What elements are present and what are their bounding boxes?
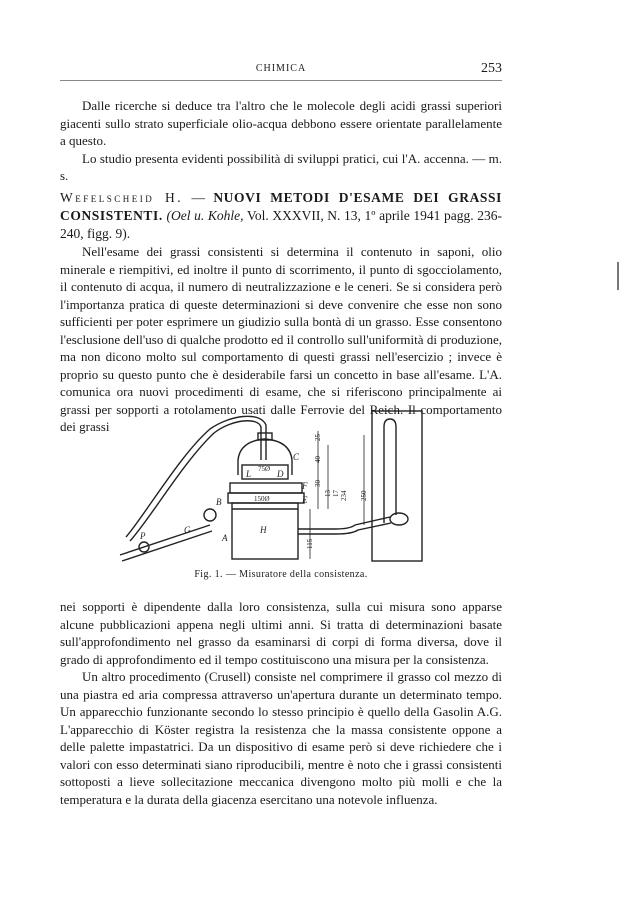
label-g: G (184, 525, 191, 535)
flange-f (230, 483, 302, 493)
body-paragraph: Un altro procedimento (Crusell) consiste nel comprimere il grasso col mezzo di una piastra ed aria compressa attraverso un'apertura durante un determinato tempo. Un apparecchio funzionante secondo lo stesso principio è quello della Gasolin A.G. L'apparecchio di Köster registra la resistenza che la massa consistente oppone a delle palette impastatrici. Da un dispositivo di esame però si deve richiedere che i valori con esso determinati siano riproducibili, mentre è noto che i grassi consistenti sottoposti a lieve sollecitazione meccanica divengono molto più molli e che la temperatura e la durata della giacenza esercitano una notevole influenza. (60, 669, 502, 807)
journal-name: (Oel u. Kohle, (166, 208, 244, 223)
page-number: 253 (481, 61, 502, 76)
air-hose-inner (130, 421, 261, 541)
dim-25: 25 (314, 434, 322, 441)
figure-caption: Fig. 1. — Misuratore della consistenza. (194, 569, 368, 580)
consistency-meter-figure (140, 405, 470, 568)
previous-abstract (60, 97, 502, 185)
label-b: B (216, 497, 222, 507)
label-l: L (246, 469, 252, 479)
heading-dash: — (183, 190, 214, 205)
dim-250: 250 (360, 490, 368, 501)
manometer-bulb (390, 513, 408, 525)
label-h: H (260, 525, 267, 535)
article-author: Wefelscheid H. (60, 190, 184, 205)
label-e: E (302, 495, 308, 505)
label-d: D (277, 469, 284, 479)
outlet-pipe (298, 517, 390, 529)
body-bottom (60, 598, 502, 808)
body-paragraph: nei sopporti è dipendente dalla loro consistenza, sulla cui misura sono apparse alcune pubblicazioni appena negli ultimi anni. Si tratta di determinazioni basate sull'approfondimento nel grasso da esaminarsi di corpi di forma diversa, dove il grado di approfondimento ed il tempo costituiscono una misura per la consistenza. (60, 599, 502, 667)
dim-30: 30 (314, 480, 322, 487)
dim-17: 17 (332, 490, 340, 497)
u-tube (384, 419, 396, 523)
dim-13: 13 (324, 490, 332, 497)
intro-paragraph: Dalle ricerche si deduce tra l'altro che le molecole degli acidi grassi superiori giacenti sullo strato superficiale olio-acqua debbono essere orientate parallelamente a questo. (60, 98, 502, 148)
label-f: F (302, 481, 308, 491)
article-title: NUOVI METODI D'ESAME DEI GRASSI CONSISTENTI. (60, 190, 502, 223)
lower-pipe (120, 525, 210, 555)
label-c: C (293, 452, 300, 462)
header-rule (60, 80, 502, 81)
running-header (60, 63, 502, 79)
manometer-board (372, 411, 422, 561)
label-150: 150Ø (254, 495, 270, 503)
article-heading (60, 189, 502, 243)
intro-paragraph: Lo studio presenta evidenti possibilità di sviluppi pratici, cui l'A. accenna. — m. s. (60, 150, 502, 183)
dim-115: 115 (306, 538, 314, 549)
running-title: CHIMICA (255, 63, 307, 74)
label-75: 75Ø (258, 465, 271, 473)
body-paragraph: Nell'esame dei grassi consistenti si determina il contenuto in saponi, olio minerale e riempitivi, ed inoltre il punto di scorrimento, il punto di sgocciolamento, il contenuto di acqua, il numero di neutralizzazione e le ceneri. Se si considera però l'importanza pratica di queste determinazioni si deve convenire che esse non sono sufficienti per poter esprimere un giudizio sulla bontà di un grasso. Esse consentono l'esclusione dell'uso di qualche prodotto ed il controllo sull'uniformità di produzione, ma non dicono molto sul comportamento di questi grassi nell'esercizio ; invece è proprio su questo punto che è desiderabile farsi un concetto in base all'esame. L'A. comunica ora nuovi procedimenti di esame, che si riferiscono principalmente ai grassi per sopporti a rotolamento usati dalle Ferrovie del Reich. Il comportamento dei grassi (60, 244, 502, 434)
margin-mark (617, 262, 619, 290)
dim-234: 234 (340, 490, 348, 501)
valve-g (204, 509, 216, 521)
citation: Vol. XXXVII, N. 13, 1º aprile 1941 pagg. 236-240, figg. 9). (60, 208, 502, 241)
label-p: P (140, 531, 146, 541)
dim-40: 40 (314, 456, 322, 463)
label-a: A (222, 533, 228, 543)
